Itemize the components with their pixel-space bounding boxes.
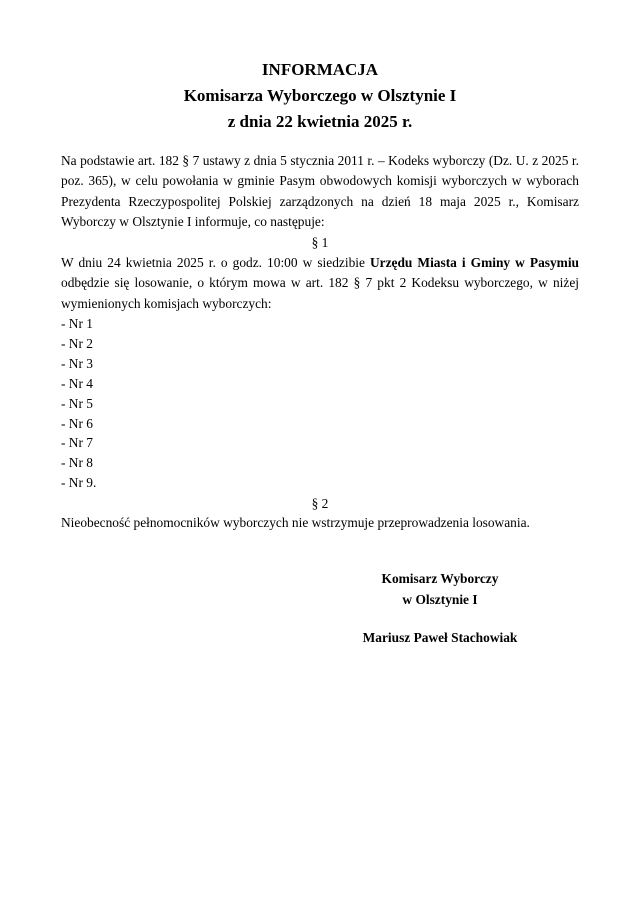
signature-name: Mariusz Paweł Stachowiak [362, 630, 518, 645]
section-1-location: Urzędu Miasta i Gminy w Pasymiu [369, 255, 579, 270]
header-title: INFORMACJA [261, 60, 379, 79]
section-1-text-before: W dniu 24 kwietnia 2025 r. o godz. 10:00 w siedzibie [61, 255, 370, 270]
section-1-paragraph [61, 253, 579, 314]
list-item: - Nr 9. [61, 475, 97, 491]
commission-list [61, 314, 96, 493]
list-item: - Nr 6 [61, 415, 93, 431]
list-item: - Nr 2 [61, 335, 93, 351]
list-item: - Nr 3 [61, 355, 93, 371]
list-item: - Nr 1 [61, 316, 93, 331]
list-item: - Nr 8 [61, 455, 93, 471]
section-1-text-after: odbędzie się losowanie, o którym mowa w art. 182 § 7 pkt 2 Kodeksu wyborczego, w niżej wymienionych komisjach wyborczych: [61, 275, 579, 311]
header-issuer: Komisarza Wyborczego w Olsztynie I [183, 86, 457, 105]
section-2-mark: § 2 [311, 496, 329, 511]
section-2-paragraph: Nieobecność pełnomocników wyborczych nie wstrzymuje przeprowadzenia losowania. [61, 515, 530, 530]
list-item: - Nr 7 [61, 435, 93, 451]
section-1-mark: § 1 [311, 235, 329, 250]
header-date: z dnia 22 kwietnia 2025 r. [227, 112, 413, 131]
list-item: - Nr 5 [61, 395, 93, 411]
intro-paragraph: Na podstawie art. 182 § 7 ustawy z dnia 5 stycznia 2011 r. – Kodeks wyborczy (Dz. U. z 2025 r. poz. 365), w celu powołania w gminie Pasym obwodowych komisji wyborczych w wyborach Prezydenta Rzeczypospolitej Polskiej zarządzonych na dzień 18 maja 2025 r., Komisarz Wyborczy w Olsztynie I informuje, co następuje: [61, 153, 579, 229]
document-header [0, 57, 640, 135]
list-item: - Nr 4 [61, 375, 93, 391]
signature-title: Komisarz Wyborczy [381, 571, 499, 586]
signature-city: w Olsztynie I [402, 592, 478, 607]
